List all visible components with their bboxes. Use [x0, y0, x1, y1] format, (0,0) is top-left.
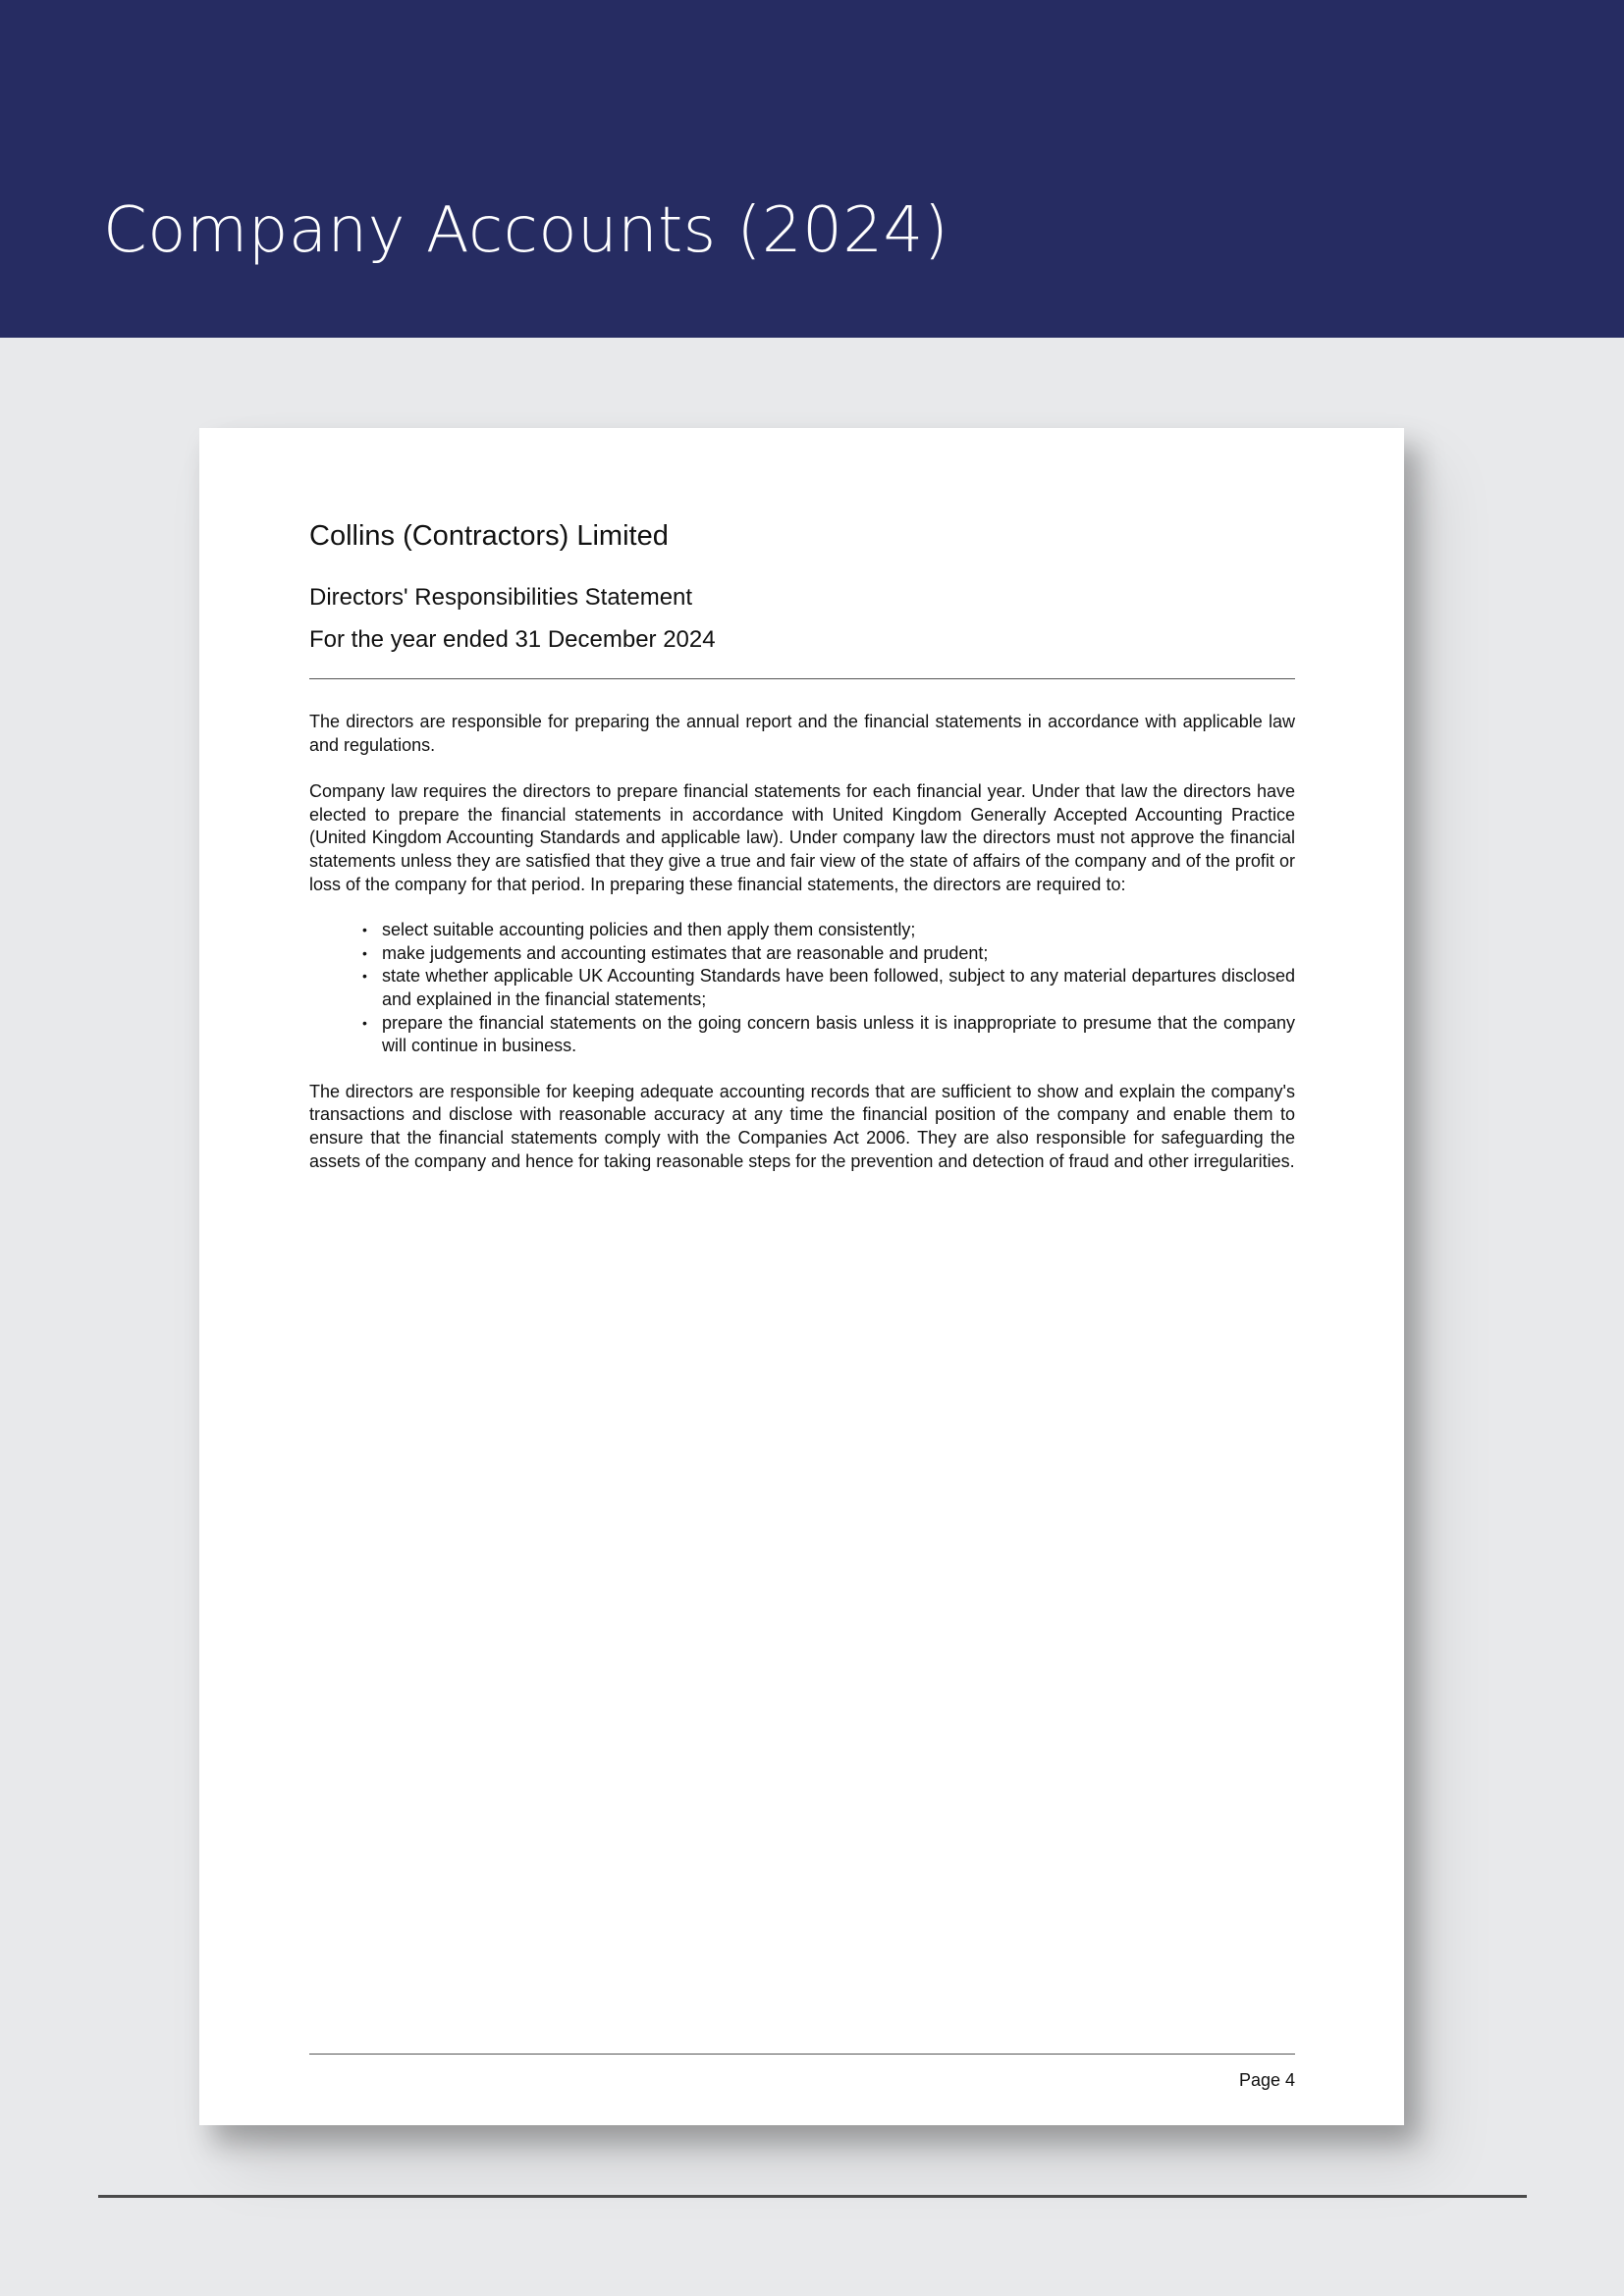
list-item-text: prepare the financial statements on the going concern basis unless it is inappropriate to presume that the company will continue in business. [382, 1012, 1295, 1056]
paragraph-responsibility: The directors are responsible for preparing the annual report and the financial statements in accordance with applicable law and regulations. [309, 712, 1295, 755]
requirements-list [309, 919, 1295, 1058]
company-name: Collins (Contractors) Limited [309, 520, 669, 552]
header-band [0, 0, 1624, 338]
page-title: Company Accounts (2024) [103, 194, 949, 267]
bullet-icon: • [362, 1014, 367, 1031]
document-page-preview [199, 428, 1404, 2125]
paragraph-company-law: Company law requires the directors to prepare financial statements for each financial year. Under that law the directors have elected to prepare the financial statements in accordance with United Kingdom Generally Accepted Accounting Practice (United Kingdom Accounting Standards and applicable law). Under company law the directors must not approve the financial statements unless they are satisfied that they give a true and fair view of the state of affairs of the company and of the profit or loss of the company for that period. In preparing these financial statements, the directors are required to: [309, 781, 1295, 894]
bullet-icon: • [362, 944, 367, 961]
reporting-period: For the year ended 31 December 2024 [309, 626, 716, 653]
footer-divider [309, 2054, 1295, 2055]
list-item-text: select suitable accounting policies and then apply them consistently; [382, 920, 916, 940]
list-item [362, 919, 1295, 942]
bottom-divider [98, 2195, 1527, 2198]
statement-title: Directors' Responsibilities Statement [309, 584, 693, 611]
document-body [309, 518, 1295, 1173]
list-item [362, 965, 1295, 1011]
paragraph-accounting-records: The directors are responsible for keeping adequate accounting records that are sufficient to show and explain the company's transactions and disclose with reasonable accuracy at any time the financial position of the company and enable them to ensure that the financial statements comply with the Companies Act 2006. They are also responsible for safeguarding the assets of the company and hence for taking reasonable steps for the prevention and detection of fraud and other irregularities. [309, 1081, 1295, 1171]
bullet-icon: • [362, 968, 367, 985]
page-number: Page 4 [1238, 2070, 1295, 2090]
list-item [362, 1012, 1295, 1058]
list-item [362, 942, 1295, 966]
header-divider [309, 678, 1295, 679]
list-item-text: make judgements and accounting estimates that are reasonable and prudent; [382, 942, 989, 963]
bullet-icon: • [362, 922, 367, 938]
list-item-text: state whether applicable UK Accounting Standards have been followed, subject to any material departures disclosed and explained in the financial statements; [382, 966, 1295, 1009]
